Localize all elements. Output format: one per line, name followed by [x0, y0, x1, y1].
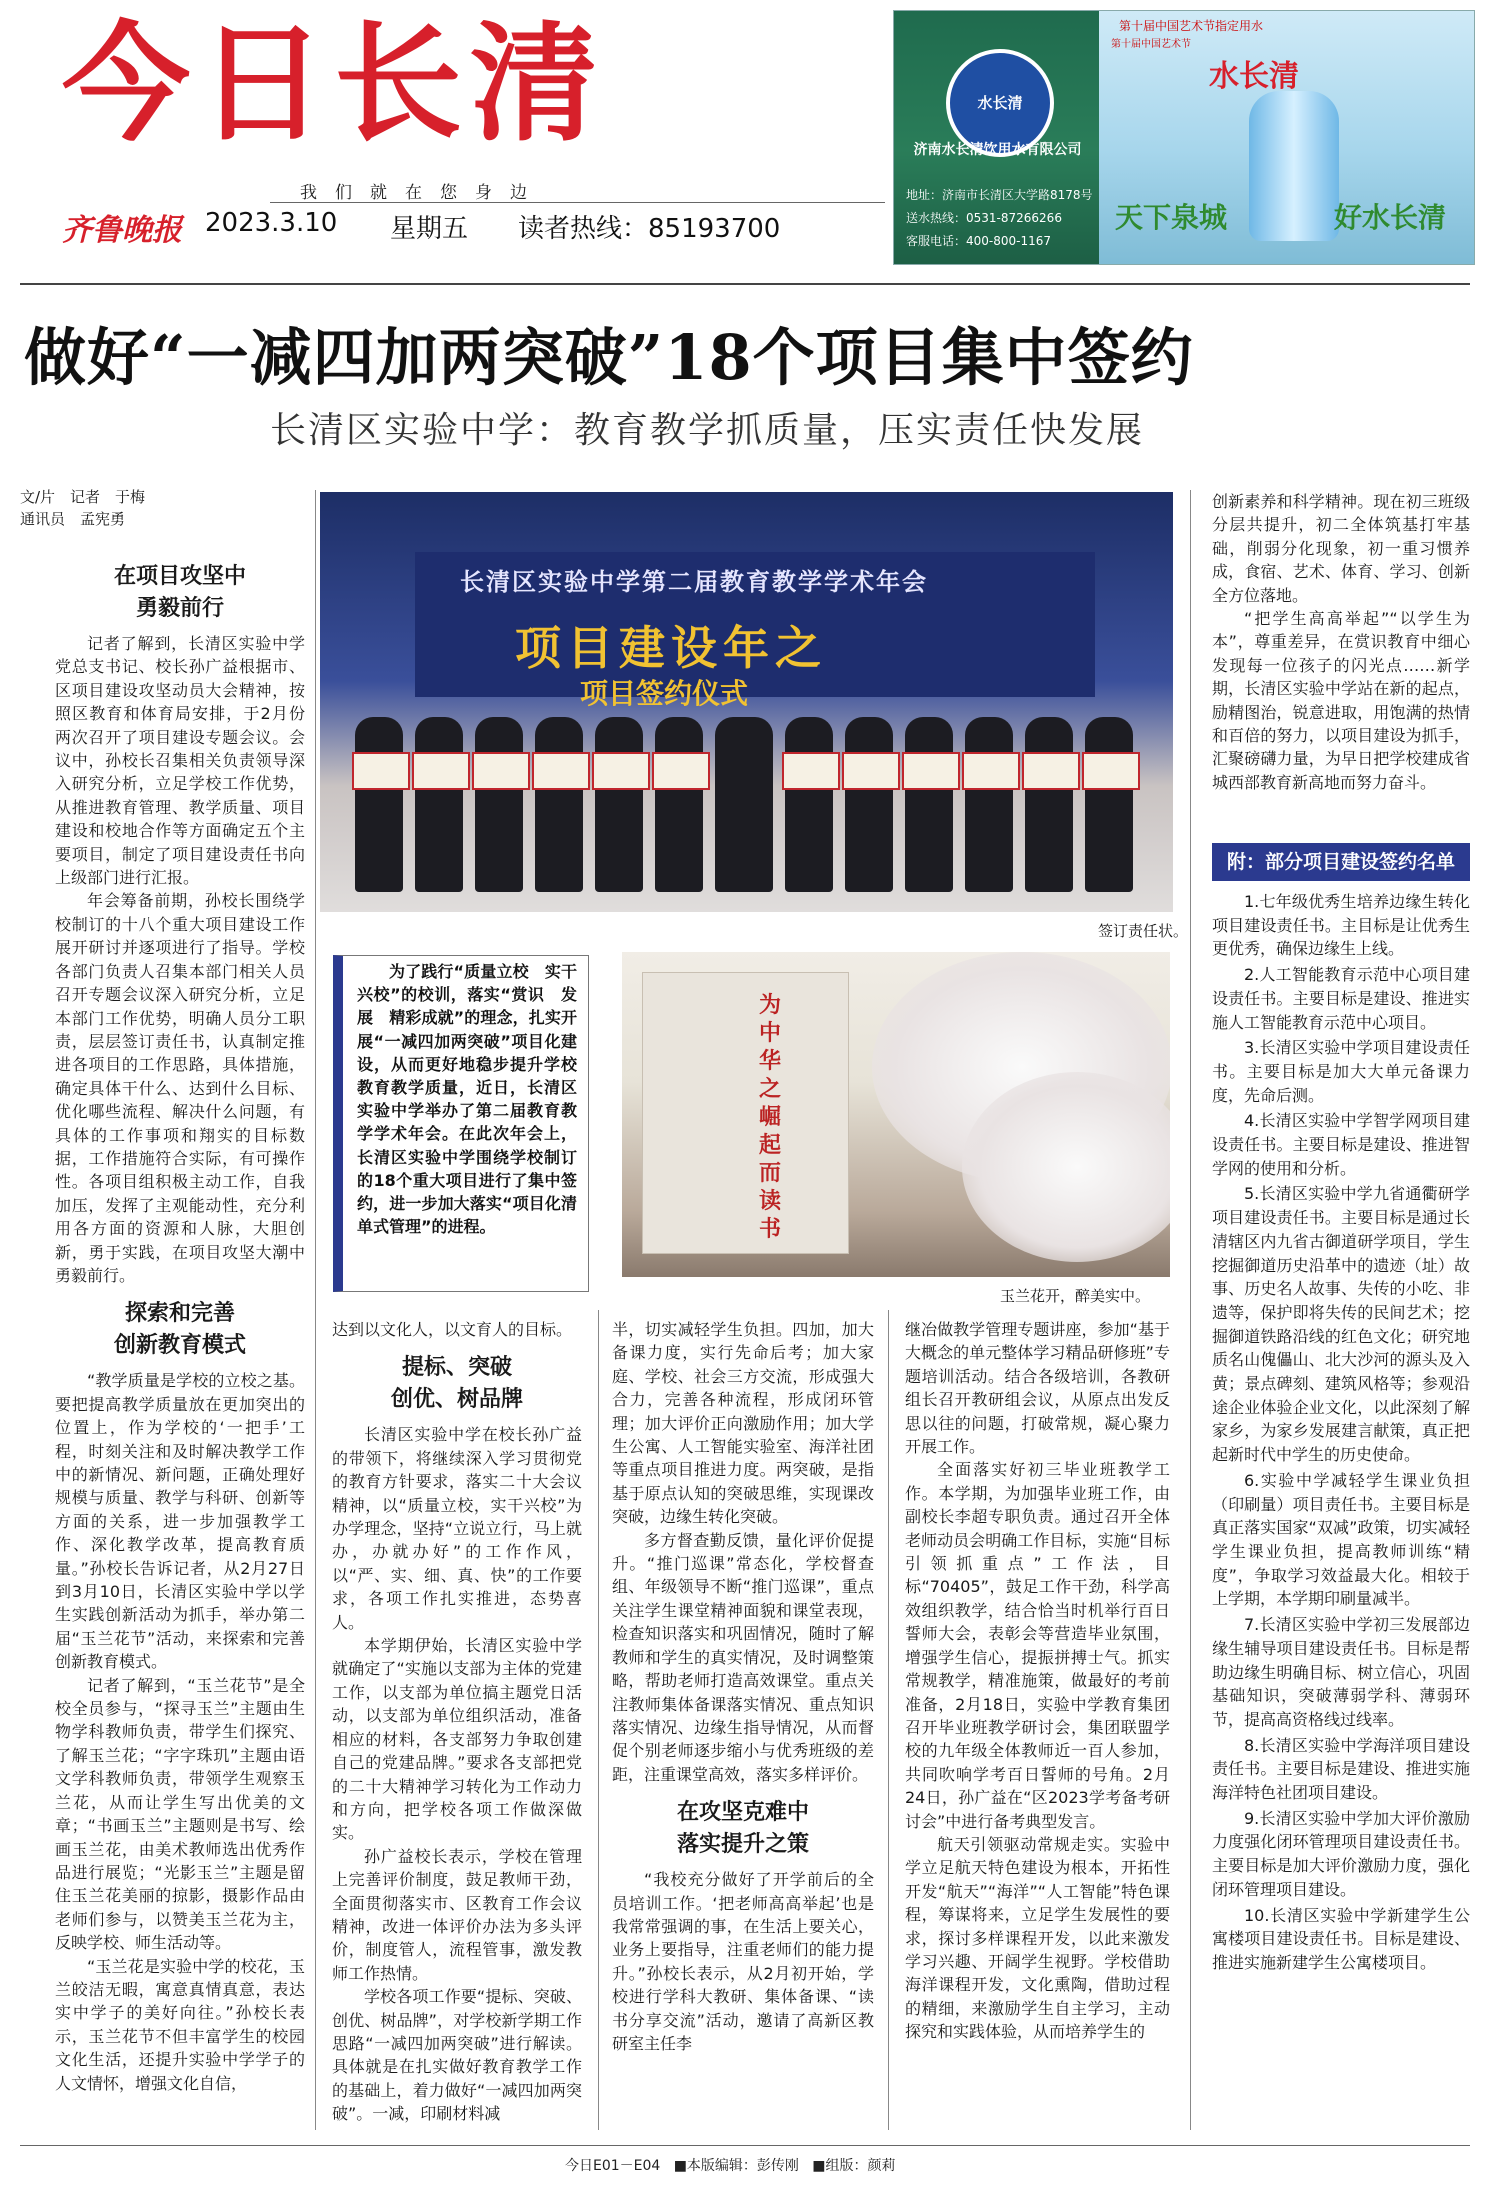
person — [785, 717, 833, 892]
school-building — [642, 972, 849, 1254]
ad-brand: 水长清 — [1209, 59, 1299, 94]
paragraph: “我校充分做好了开学前后的全员培训工作。‘把老师高高举起’也是我常常强调的事，在生活上要关心，业务上要指导，注重老师们的能力提升。”孙校长表示，从2月初开始，学校进行学科大教研、集体备课、“读书分享交流”活动，邀请了高新区教研室主任李 — [612, 1870, 874, 2053]
article-headline: 做好“一减四加两突破”18个项目集中签约 — [24, 321, 1194, 394]
magnolia-tree — [962, 1072, 1170, 1262]
certificate — [902, 752, 960, 790]
photo-caption-2: 玉兰花开，醉美实中。 — [1000, 1287, 1151, 1305]
paragraph: 继冶做教学管理专题讲座，参加“基于大概念的单元整体学习精品研修班”专题培训活动。结合各级培训，各教研组长召开教研组会议，从原点出发反思以往的问题，打破常规，凝心聚力开展工作。 — [905, 1320, 1170, 1457]
person — [595, 717, 643, 892]
paragraph: “玉兰花是实验中学的校花，玉兰皎洁无暇，寓意真情真意，表达实中学子的美好向往。”孙校长表示，玉兰花节不但丰富学生的校园文化生活，还提升实验中学学子的人文情怀，增强文化自信， — [55, 1956, 305, 2093]
paragraph: 年会筹备前期，孙校长围绕学校制订的十八个重大项目建设工作展开研讨并逐项进行了指导。学校各部门负责人召集本部门相关人员召开专题会议深入研究分析，立足本部门工作优势，明确人员分工职责，层层签订责任书，认真制定推进各项目的工作思路，具体措施，确定具体干什么、达到什么目标、优化哪些流程、解决什么问题，有具体的工作事项和翔实的目标数据，工作措施符合实际，有可操作性。各项目组积极主动工作，自我加压，发挥了主观能动性，充分利用各方面的资源和人脉，大胆创新，勇于实践，在项目攻坚大潮中勇毅前行。 — [55, 891, 305, 1285]
banner-line-2: 项目建设年之 — [515, 621, 827, 675]
person — [655, 717, 703, 892]
paragraph: 长清区实验中学在校长孙广益的带领下，将继续深入学习贯彻党的教育方针要求，落实二十大会议精神，以“质量立校，实干兴校”为办学理念，坚持“立说立行，马上就办，办就办好”的工作作风，以“严、实、细、真、快”的工作要求，各项工作扎实推进，态势喜人。 — [332, 1425, 582, 1632]
ad-tagline-1: 天下泉城 — [1115, 201, 1228, 234]
section-heading-2: 探索和完善 创新教育模式 — [113, 1300, 246, 1359]
person — [905, 717, 953, 892]
certificate — [1022, 752, 1080, 790]
ad-tagline-2: 好水长清 — [1334, 201, 1447, 234]
footer-layout: ■组版：颜莉 — [812, 2158, 896, 2174]
column-divider — [1190, 490, 1191, 2130]
paragraph: 半，切实减轻学生负担。四加，加大备课力度，实行先命后考；加大家庭、学校、社会三方交流，形成强大合力，完善各种流程，形成闭环管理；加大评价正向激励作用；加大学生公寓、人工智能实验室、海洋社团等重点项目推进力度。两突破，是指基于原点认知的突破思维，实现课改突破，边缘生转化突破。 — [612, 1320, 874, 1527]
section-heading-3: 提标、突破 创优、树品牌 — [390, 1354, 523, 1413]
intro-box — [333, 955, 589, 1292]
list-item: 4.长清区实验中学智学网项目建设责任书。主要目标是建设、推进智学网的使用和分析。 — [1212, 1111, 1470, 1178]
issue-date: 2023.3.10 — [205, 208, 338, 238]
certificate — [412, 752, 470, 790]
section-heading-1: 在项目攻坚中 勇毅前行 — [113, 563, 246, 621]
ad-service-phone: 客服电话：400-800-1167 — [906, 234, 1052, 248]
ad-top-line: 第十届中国艺术节指定用水 — [1119, 19, 1264, 33]
person — [355, 717, 403, 892]
footer-rule — [20, 2145, 1470, 2146]
byline-correspondent: 通讯员 孟宪勇 — [20, 510, 126, 528]
paper-logo: 齐鲁晚报 — [62, 213, 182, 248]
column-3 — [612, 1318, 874, 2055]
ad-sub-line: 第十届中国艺术节 — [1111, 39, 1191, 50]
column-divider — [598, 1310, 599, 2130]
column-divider — [888, 1310, 889, 2130]
paragraph: 多方督查勤反馈，量化评价促提升。“推门巡课”常态化，学校督查组、年级领导不断“推门巡课”，重点关注学生课堂精神面貌和课堂表现，检查知识落实和巩固情况，随时了解教师和学生的真实情况，及时调整策略，帮助老师打造高效课堂。重点关注教师集体备课落实情况、重点知识落实情况、边缘生指导情况，从而督促个别老师逐步缩小与优秀班级的差距，注重课堂高效，落实多样评价。 — [612, 1530, 874, 1784]
project-list — [1212, 890, 1470, 1977]
project-list-title: 附：部分项目建设签约名单 — [1212, 843, 1470, 881]
building-slogan: 为中华之崛起而读书 — [758, 993, 781, 1242]
certificate — [1082, 752, 1140, 790]
ad-company-panel — [894, 11, 1099, 264]
photo-caption-1: 签订责任状。 — [1098, 922, 1189, 940]
person — [715, 717, 773, 892]
reader-hotline: 读者热线：85193700 — [518, 214, 781, 244]
byline — [20, 486, 145, 530]
list-item: 2.人工智能教育示范中心项目建设责任书。主要目标是建设、推进实施人工智能教育示范中心项目。 — [1212, 965, 1470, 1032]
certificate — [592, 752, 650, 790]
list-item: 7.长清区实验中学初三发展部边缘生辅导项目建设责任书。目标是帮助边缘生明确目标、树立信心，巩固基础知识，突破薄弱学科、薄弱环节，提高高资格线过线率。 — [1212, 1615, 1470, 1729]
certificate — [962, 752, 1020, 790]
paragraph: 本学期伊始，长清区实验中学就确定了“实施以支部为主体的党建工作，以支部为单位搞主题党日活动，以支部为单位组织活动，准备相应的材料，各支部努力争取创建自己的党建品牌。”要求各支部把党的二十大精神学习转化为工作动力和方向，把学校各项工作做深做实。 — [332, 1636, 582, 1843]
list-item: 10.长清区实验中学新建学生公寓楼项目建设责任书。目标是建设、推进实施新建学生公寓楼项目。 — [1212, 1905, 1470, 1972]
column-2 — [332, 1318, 582, 2126]
column-4 — [905, 1318, 1170, 2044]
certificate — [532, 752, 590, 790]
ad-address: 地址：济南市长清区大学路8178号 — [906, 188, 1093, 202]
issue-weekday: 星期五 — [390, 214, 469, 244]
list-item: 1.七年级优秀生培养边缘生转化项目建设责任书。主目标是让优秀生更优秀，确保边缘生上线。 — [1212, 892, 1470, 959]
paragraph: “把学生高高举起”“以学生为本”，尊重差异，在赏识教育中细心发现每一位孩子的闪光点……新学期，长清区实验中学站在新的起点，励精图治，锐意进取，用饱满的热情和百倍的努力，以项目建设为抓手，汇聚磅礴力量，为早日把学校建成省城西部教育新高地而努力奋斗。 — [1212, 609, 1470, 792]
ad-product-panel — [1099, 11, 1474, 264]
paragraph: “教学质量是学校的立校之基。要把提高教学质量放在更加突出的位置上，作为学校的‘一把手’工程，时刻关注和及时解决教学工作中的新情况、新问题，正确处理好规模与质量、教学与科研、创新等方面的关系，进一步加强教学工作、深化教学改革，提高教育质量。”孙校长告诉记者，从2月27日到3月10日，长清区实验中学以学生实践创新活动为抓手，举办第二届“玉兰花节”活动，来探索和完善创新教育模式。 — [55, 1371, 305, 1672]
masthead-title: 今日长清 — [62, 9, 607, 159]
certificate — [652, 752, 710, 790]
column-1 — [55, 560, 305, 2095]
certificate — [842, 752, 900, 790]
ad-company-name: 济南水长清饮用水有限公司 — [913, 142, 1082, 158]
banner-line-1: 长清区实验中学第二届教育教学学术年会 — [460, 567, 928, 596]
list-item: 9.长清区实验中学加大评价激励力度强化闭环管理项目建设责任书。主要目标是加大评价激励力度，强化闭环管理项目建设。 — [1212, 1808, 1470, 1899]
list-item: 5.长清区实验中学九省通衢研学项目建设责任书。主要目标是通过长清辖区内九省古御道研学项目，学生挖掘御道历史沿革中的遗迹（址）故事、历史名人故事、失传的小吃、非遗等，保护即将失传的民间艺术；挖掘御道铁路沿线的红色文化；研究地质名山傀儡山、北大沙河的源头及入黄；景点碑刻、建筑风格等；参观沿途企业体验企业文化，以此深刻了解家乡，为家乡发展建言献策，真正把起新时代中学生的历史使命。 — [1212, 1184, 1470, 1465]
section-heading-4: 在攻坚克难中 落实提升之策 — [676, 1799, 809, 1858]
intro-text: 为了践行“质量立校 实干兴校”的校训，落实“赏识 发展 精彩成就”的理念，扎实开展“一减四加两突破”项目化建设，从而更好地稳步提升学校教育教学质量，近日，长清区实验中学举办了第二届教育教学学术年会。在此次年会上，长清区实验中学围绕学校制订的18个重大项目进行了集中签约，进一步加大落实“项目化清单式管理”的进程。 — [357, 962, 577, 1237]
footer — [565, 2155, 896, 2175]
list-item: 8.长清区实验中学海洋项目建设责任书。主要目标是建设、推进实施海洋特色社团项目建设。 — [1212, 1735, 1470, 1803]
paragraph: 航天引领驱动常规走实。实验中学立足航天特色建设为根本，开拓性开发“航天”“海洋”“人工智能”特色课程，筹谋将来，立足学生发展性的要求，探讨多样课程开发，以此来激发学习兴趣、开阔学生视野。学校借助海洋课程开发，文化熏陶，借助过程的精细，来激励学生自主学习，主动探究和实践体验，从而培养学生的 — [905, 1834, 1170, 2042]
person — [1025, 717, 1073, 892]
person — [415, 717, 463, 892]
banner-line-3: 项目签约仪式 — [580, 677, 749, 710]
person — [1085, 717, 1133, 892]
person — [475, 717, 523, 892]
certificate — [782, 752, 840, 790]
person — [535, 717, 583, 892]
water-jug-image — [1249, 91, 1339, 241]
paragraph: 孙广益校长表示，学校在管理上完善评价制度，鼓足教师干劲，全面贯彻落实市、区教育工作会议精神，改进一体评价办法为多头评价，制度管人，流程管事，激发教师工作热情。 — [332, 1846, 582, 1983]
magnolia-campus-photo — [622, 952, 1170, 1277]
masthead-slogan: 我们就在您身边 — [300, 183, 545, 203]
slogan-rule — [270, 202, 885, 203]
signing-ceremony-photo — [320, 492, 1173, 912]
byline-reporter: 文/片 记者 于梅 — [20, 488, 146, 506]
certificate — [352, 752, 410, 790]
certificate — [472, 752, 530, 790]
ad-delivery-phone: 送水热线：0531-87266266 — [906, 211, 1062, 225]
paragraph: 记者了解到，“玉兰花节”是全校全员参与，“探寻玉兰”主题由生物学科教师负责，带学生们探究、了解玉兰花；“字字珠玑”主题由语文学科教师负责，带领学生观察玉兰花，从而让学生写出优美的文章；“书画玉兰”主题则是书写、绘画玉兰花，由美术教师选出优秀作品进行展览；“光影玉兰”主题是留住玉兰花美丽的掠影，摄影作品由老师们参与，以赞美玉兰花为主，反映学校、师生活动等。 — [55, 1675, 305, 1953]
paragraph: 学校各项工作要“提标、突破、创优、树品牌”，对学校新学期工作思路“一减四加两突破”进行解读。具体就是在扎实做好教育教学工作的基础上，着力做好“一减四加两突破”。一减，印刷材料减 — [332, 1987, 582, 2124]
paragraph: 达到以文化人，以文育人的目标。 — [332, 1320, 573, 1339]
person — [845, 717, 893, 892]
water-advertisement — [893, 10, 1475, 265]
footer-pages: 今日E01－E04 — [565, 2158, 661, 2174]
list-item: 6.实验中学减轻学生课业负担（印刷量）项目责任书。主要目标是真正落实国家“双减”政策，切实减轻学生课业负担，提高教师训练“精度”，争取学习效益最大化。相较于上学期，本学期印刷量减半。 — [1212, 1470, 1470, 1609]
column-5 — [1212, 490, 1470, 794]
person — [965, 717, 1013, 892]
paragraph: 创新素养和科学精神。现在初三班级分层共提升，初二全体筑基打牢基础，削弱分化现象，初一重习惯养成，食宿、艺术、体育、学习、创新全方位落地。 — [1212, 492, 1470, 605]
list-item: 3.长清区实验中学项目建设责任书。主要目标是加大大单元备课力度，先命后测。 — [1212, 1038, 1470, 1105]
footer-editor: ■本版编辑：彭传刚 — [673, 2158, 799, 2174]
company-logo: 水长清 — [946, 49, 1054, 157]
column-divider — [315, 490, 316, 2130]
paragraph: 全面落实好初三毕业班教学工作。本学期，为加强毕业班工作，由副校长李超专职负责。通过召开全体老师动员会明确工作目标，实施“目标引领抓重点”工作法，目标“70405”，鼓足工作干劲，科学高效组织教学，结合恰当时机举行百日誓师大会，表彰会等营造毕业氛围，增强学生信心，提振拼搏士气。抓实常规教学，精准施策，做最好的考前准备，2月18日，实验中学教育集团召开毕业班教学研讨会，集团联盟学校的九年级全体教师近一百人参加，共同吹响学考百日誓师的号角。2月24日，孙广益在“区2023学考备考研讨会”中进行备考典型发言。 — [905, 1460, 1170, 1831]
paragraph: 记者了解到，长清区实验中学党总支书记、校长孙广益根据市、区项目建设攻坚动员大会精神，按照区教育和体育局安排，于2月份两次召开了项目建设专题会议。会议中，孙校长召集相关负责领导深入研究分析，立足学校工作优势，从推进教育管理、教学质量、项目建设和校地合作等方面确定五个主要项目，制定了项目建设责任书向上级部门进行汇报。 — [55, 634, 305, 888]
masthead-rule — [20, 283, 1470, 285]
article-subheadline: 长清区实验中学：教育教学抓质量，压实责任快发展 — [270, 410, 1145, 451]
